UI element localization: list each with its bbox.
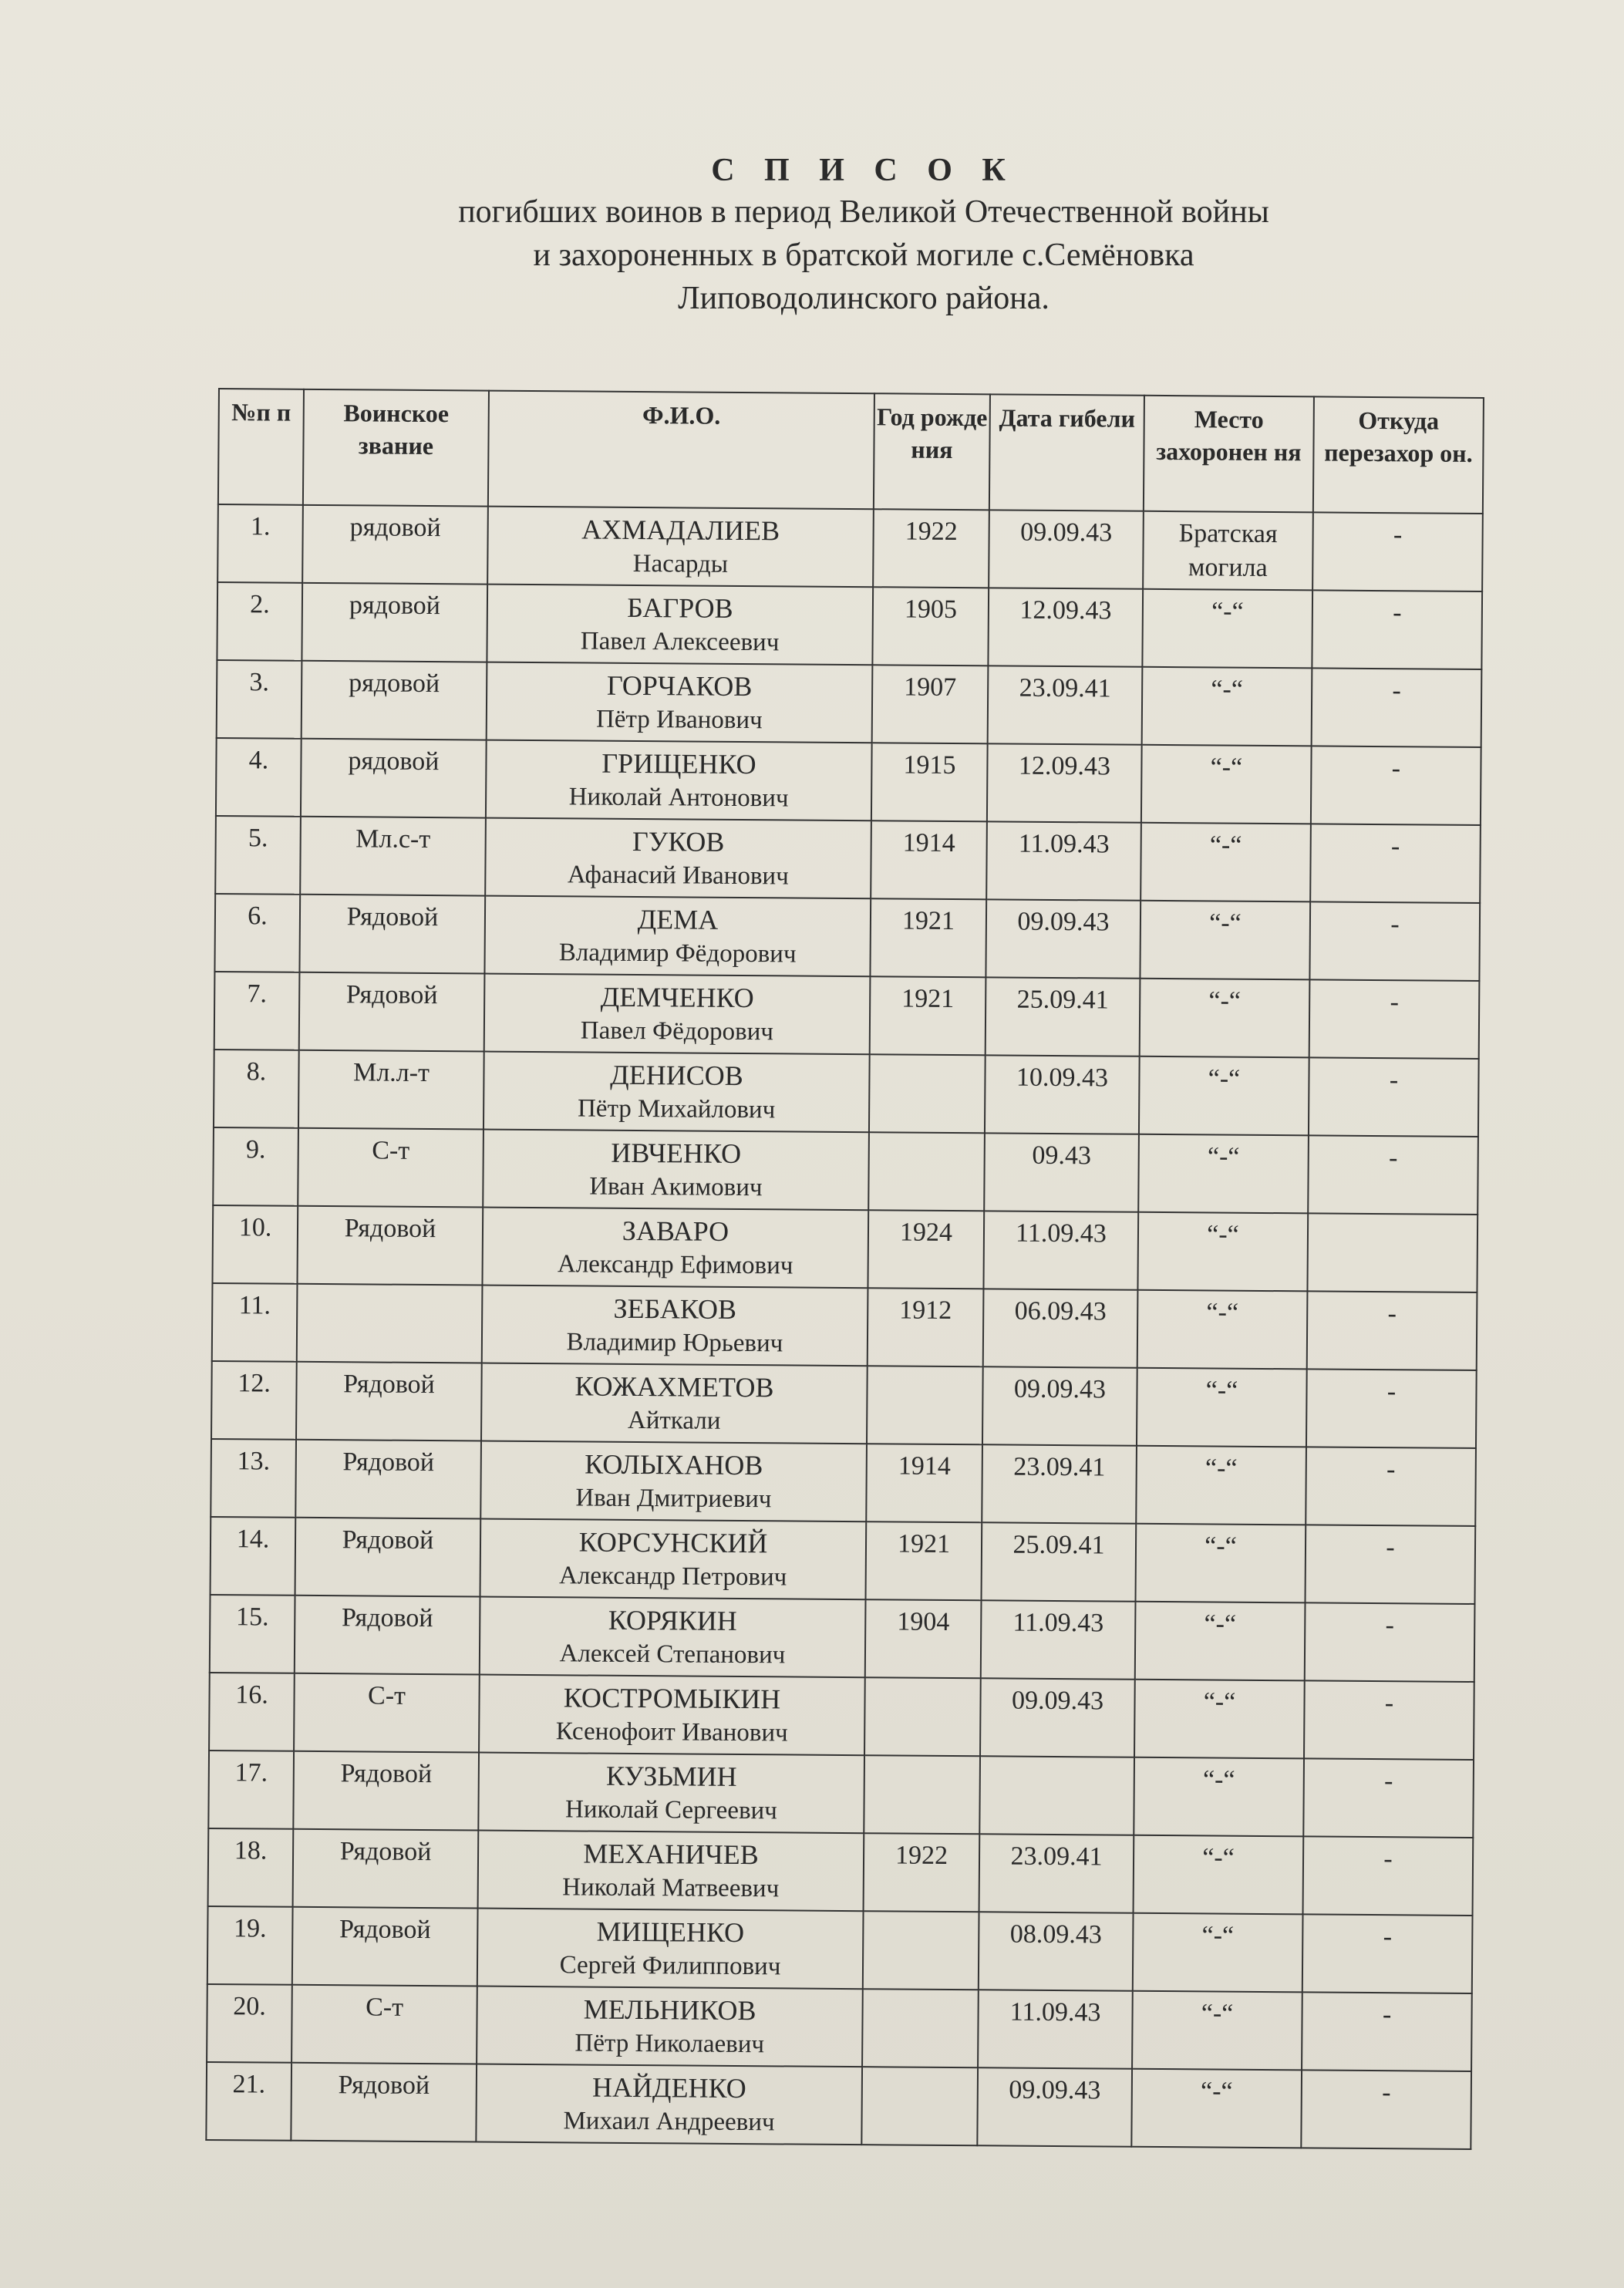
table-row — [208, 1751, 1474, 1838]
cell-rank: С-т — [298, 1128, 483, 1208]
given-names: Пётр Иванович — [595, 705, 763, 735]
cell-rank: Рядовой — [293, 1829, 479, 1909]
cell-rank: Рядовой — [296, 1362, 482, 1441]
cell-number: 1. — [217, 504, 303, 583]
cell-birth-year — [864, 1755, 980, 1834]
cell-number: 6. — [214, 894, 300, 972]
cell-burial-place: Братская могила — [1143, 511, 1313, 591]
table-row — [217, 660, 1482, 747]
cell-birth-year: 1915 — [871, 743, 988, 821]
cell-name — [482, 1208, 868, 1289]
cell-number: 17. — [208, 1751, 294, 1829]
cell-number: 15. — [210, 1595, 295, 1673]
table-row — [211, 1517, 1476, 1604]
cell-birth-year — [868, 1132, 985, 1211]
cell-birth-year — [864, 1677, 981, 1756]
header-birth-year: Год рожде ния — [874, 393, 990, 510]
cell-birth-year: 1921 — [870, 898, 986, 977]
cell-death-date: 11.09.43 — [978, 1990, 1133, 2068]
cell-rank: рядовой — [302, 583, 487, 662]
cell-death-date: 09.09.43 — [986, 899, 1141, 978]
cell-name — [484, 974, 871, 1055]
cell-burial-place: “-“ — [1138, 1134, 1309, 1214]
cell-name — [477, 1909, 864, 1990]
cell-number: 19. — [207, 1906, 293, 1985]
cell-death-date: 09.09.43 — [980, 1678, 1135, 1757]
cell-death-date: 09.09.43 — [989, 510, 1144, 588]
cell-birth-year: 1922 — [873, 509, 989, 588]
cell-reburied-from: - — [1312, 668, 1482, 747]
cell-number: 20. — [207, 1984, 292, 2063]
surname: ГОРЧАКОВ — [606, 669, 753, 703]
document-heading — [293, 150, 1434, 320]
cell-birth-year: 1922 — [864, 1833, 980, 1912]
table-header-row — [218, 389, 1484, 514]
cell-birth-year — [867, 1366, 983, 1444]
cell-burial-place: “-“ — [1142, 589, 1312, 669]
cell-rank: Рядовой — [295, 1596, 480, 1675]
surname: МЕЛЬНИКОВ — [583, 1993, 756, 2027]
given-names: Насарды — [632, 549, 729, 578]
table-row — [212, 1205, 1477, 1292]
table-row — [209, 1673, 1474, 1760]
surname: КОЖАХМЕТОВ — [574, 1370, 774, 1403]
surname: КОРСУНСКИЙ — [578, 1526, 768, 1559]
cell-burial-place: “-“ — [1141, 745, 1312, 824]
given-names: Айткали — [627, 1406, 721, 1435]
cell-birth-year — [863, 1911, 979, 1990]
surname: ДЕМА — [637, 904, 719, 935]
cell-name — [476, 2064, 862, 2145]
cell-rank: рядовой — [302, 661, 487, 740]
casualty-table — [205, 388, 1484, 2150]
surname: ДЕМЧЕНКО — [600, 981, 754, 1014]
cell-name — [480, 1597, 866, 1678]
header-burial-place: Место захоронен ня — [1144, 396, 1314, 513]
cell-burial-place: “-“ — [1135, 1524, 1306, 1603]
subtitle-line: Липоводолинского района. — [678, 281, 1050, 316]
cell-rank: Мл.с-т — [300, 817, 486, 896]
table-row — [217, 504, 1483, 591]
cell-death-date: 11.09.43 — [983, 1211, 1138, 1289]
given-names: Ксенофоит Иванович — [555, 1717, 788, 1747]
cell-death-date: 23.09.41 — [979, 1834, 1134, 1912]
surname: ДЕНИСОВ — [610, 1059, 743, 1092]
cell-reburied-from: - — [1305, 1602, 1475, 1682]
cell-rank: Рядовой — [291, 2063, 477, 2142]
given-names: Афанасий Иванович — [567, 861, 789, 891]
cell-name — [483, 1130, 869, 1211]
cell-name — [478, 1753, 864, 1834]
cell-death-date — [979, 1756, 1134, 1835]
cell-birth-year: 1904 — [865, 1599, 982, 1678]
given-names: Николай Сергеевич — [564, 1795, 777, 1825]
cell-burial-place: “-“ — [1141, 823, 1311, 902]
cell-name — [485, 818, 871, 899]
table-row — [217, 582, 1482, 669]
cell-name — [486, 740, 872, 821]
given-names: Павел Фёдорович — [580, 1016, 774, 1046]
given-names: Михаил Андреевич — [563, 2107, 775, 2137]
cell-name — [477, 1986, 863, 2067]
cell-death-date: 08.09.43 — [979, 1912, 1134, 1990]
cell-reburied-from: - — [1302, 1992, 1472, 2071]
cell-number: 2. — [217, 582, 302, 661]
cell-reburied-from: - — [1309, 979, 1480, 1059]
cell-rank: С-т — [291, 1985, 477, 2064]
cell-burial-place: “-“ — [1142, 667, 1312, 746]
cell-name — [487, 585, 873, 666]
cell-rank: Рядовой — [292, 1907, 478, 1986]
cell-burial-place: “-“ — [1137, 1212, 1308, 1292]
table-row — [214, 894, 1480, 981]
cell-birth-year — [861, 2067, 978, 2145]
cell-death-date: 10.09.43 — [985, 1055, 1140, 1134]
surname: КОЛЫХАНОВ — [585, 1448, 763, 1481]
table-row — [214, 1050, 1479, 1137]
cell-death-date: 12.09.43 — [987, 743, 1142, 822]
cell-reburied-from — [1307, 1213, 1477, 1292]
given-names: Александр Петрович — [558, 1562, 787, 1592]
given-names: Пётр Михайлович — [577, 1094, 776, 1124]
cell-name — [482, 1286, 868, 1366]
cell-number: 3. — [217, 660, 302, 739]
document-title: С П И С О К — [711, 153, 1016, 188]
surname: КОСТРОМЫКИН — [563, 1682, 781, 1715]
given-names: Николай Матвеевич — [562, 1873, 780, 1903]
given-names: Николай Антонович — [568, 783, 789, 813]
cell-rank: Рядовой — [295, 1440, 481, 1519]
table-row — [210, 1595, 1475, 1682]
cell-death-date: 06.09.43 — [983, 1289, 1138, 1367]
cell-reburied-from: - — [1303, 1836, 1474, 1916]
given-names: Владимир Фёдорович — [558, 938, 797, 969]
cell-reburied-from: - — [1312, 512, 1483, 591]
given-names: Иван Дмитриевич — [575, 1484, 772, 1514]
cell-birth-year: 1914 — [871, 821, 987, 899]
cell-death-date: 09.43 — [984, 1133, 1139, 1211]
cell-name — [484, 896, 871, 977]
cell-rank: С-т — [294, 1673, 480, 1753]
cell-number: 7. — [214, 972, 300, 1050]
cell-burial-place: “-“ — [1137, 1368, 1307, 1447]
given-names: Александр Ефимович — [557, 1250, 793, 1280]
cell-number: 12. — [211, 1361, 297, 1440]
cell-death-date: 23.09.41 — [982, 1444, 1137, 1523]
cell-rank: рядовой — [301, 739, 487, 818]
table-row — [211, 1439, 1476, 1526]
cell-death-date: 11.09.43 — [981, 1600, 1136, 1679]
cell-birth-year — [862, 1989, 979, 2067]
cell-burial-place: “-“ — [1139, 1056, 1309, 1136]
cell-reburied-from: - — [1309, 901, 1480, 981]
surname: КУЗЬМИН — [605, 1760, 737, 1792]
cell-rank: Рядовой — [293, 1751, 479, 1831]
surname: НАЙДЕНКО — [591, 2071, 746, 2104]
cell-reburied-from: - — [1309, 1057, 1479, 1137]
cell-reburied-from: - — [1307, 1291, 1477, 1370]
cell-number: 18. — [208, 1828, 294, 1907]
cell-rank: рядовой — [302, 505, 488, 585]
cell-birth-year: 1907 — [872, 665, 989, 743]
cell-burial-place: “-“ — [1134, 1835, 1304, 1915]
cell-number: 8. — [214, 1050, 299, 1128]
cell-rank: Рядовой — [299, 895, 485, 974]
cell-birth-year: 1912 — [868, 1288, 984, 1366]
header-reburied-from: Откуда перезахор он. — [1313, 396, 1484, 514]
table-row — [216, 738, 1481, 825]
cell-burial-place: “-“ — [1133, 1913, 1303, 1993]
surname: ЗАВАРО — [622, 1215, 729, 1247]
cell-name — [479, 1675, 865, 1756]
cell-name — [480, 1441, 867, 1522]
given-names: Сергей Филиппович — [559, 1951, 781, 1981]
subtitle-line: погибших воинов в период Великой Отечественной войны — [458, 194, 1269, 230]
given-names: Алексей Степанович — [559, 1639, 786, 1670]
cell-birth-year: 1924 — [868, 1210, 984, 1289]
cell-burial-place: “-“ — [1134, 1757, 1304, 1837]
cell-birth-year: 1905 — [872, 587, 989, 666]
header-death-date: Дата гибели — [989, 394, 1144, 511]
cell-number: 5. — [215, 816, 301, 895]
cell-reburied-from: - — [1311, 746, 1481, 825]
cell-number: 11. — [212, 1283, 298, 1362]
cell-name — [478, 1831, 864, 1912]
table-row — [208, 1828, 1474, 1916]
cell-burial-place: “-“ — [1132, 1991, 1302, 2071]
table-body — [206, 504, 1483, 2149]
table-row — [214, 972, 1480, 1059]
cell-number: 10. — [212, 1205, 298, 1284]
surname: ЗЕБАКОВ — [613, 1292, 737, 1325]
header-name: Ф.И.О. — [488, 391, 874, 510]
cell-burial-place: “-“ — [1136, 1446, 1306, 1525]
cell-death-date: 23.09.41 — [988, 666, 1143, 744]
cell-reburied-from: - — [1304, 1680, 1474, 1760]
cell-birth-year: 1914 — [866, 1444, 982, 1522]
surname: ИВЧЕНКО — [611, 1137, 742, 1169]
surname: ГРИЩЕНКО — [601, 747, 756, 780]
given-names: Владимир Юрьевич — [566, 1328, 783, 1358]
surname: МИЩЕНКО — [596, 1916, 745, 1949]
cell-reburied-from: - — [1306, 1447, 1476, 1526]
cell-rank: Рядовой — [299, 972, 485, 1052]
cell-number: 9. — [213, 1127, 298, 1206]
subtitle-line: и захороненных в братской могиле с.Семёновка — [533, 238, 1194, 273]
cell-name — [487, 662, 873, 743]
surname: ГУКОВ — [632, 825, 725, 858]
surname: МЕХАНИЧЕВ — [583, 1838, 759, 1871]
table-row — [212, 1283, 1477, 1370]
cell-birth-year: 1921 — [870, 976, 986, 1055]
table-row — [213, 1127, 1478, 1215]
given-names: Иван Акимович — [589, 1172, 763, 1202]
cell-number: 13. — [211, 1439, 296, 1518]
cell-reburied-from: - — [1303, 1758, 1474, 1838]
given-names: Пётр Николаевич — [574, 2029, 765, 2059]
cell-number: 16. — [209, 1673, 295, 1751]
cell-rank — [297, 1284, 483, 1363]
given-names: Павел Алексеевич — [580, 627, 780, 657]
cell-number: 4. — [216, 738, 302, 817]
surname: БАГРОВ — [627, 591, 733, 624]
cell-birth-year: 1921 — [866, 1521, 982, 1600]
cell-burial-place: “-“ — [1140, 979, 1310, 1058]
cell-birth-year — [869, 1054, 986, 1133]
header-rank: Воинское звание — [303, 389, 489, 507]
header-num: №п п — [218, 389, 304, 505]
cell-death-date: 25.09.41 — [982, 1522, 1137, 1601]
cell-burial-place: “-“ — [1134, 1680, 1305, 1759]
cell-name — [480, 1519, 867, 1600]
table-row — [215, 816, 1481, 903]
cell-death-date: 25.09.41 — [986, 977, 1141, 1056]
surname: АХМАДАЛИЕВ — [581, 514, 780, 547]
table-row — [211, 1361, 1477, 1448]
cell-number: 21. — [206, 2062, 291, 2141]
cell-death-date: 09.09.43 — [977, 2067, 1132, 2146]
cell-rank: Рядовой — [297, 1206, 483, 1286]
cell-reburied-from: - — [1308, 1135, 1478, 1215]
cell-death-date: 12.09.43 — [988, 588, 1143, 666]
cell-name — [483, 1052, 870, 1133]
table-row — [207, 1984, 1472, 2071]
table-row — [207, 1906, 1473, 1993]
cell-reburied-from: - — [1305, 1525, 1475, 1604]
cell-reburied-from: - — [1301, 2070, 1471, 2149]
cell-name — [487, 507, 874, 588]
cell-rank: Мл.л-т — [298, 1050, 484, 1130]
cell-rank: Рядовой — [295, 1518, 481, 1597]
cell-number: 14. — [211, 1517, 296, 1596]
cell-burial-place: “-“ — [1131, 2069, 1302, 2148]
cell-burial-place: “-“ — [1135, 1602, 1306, 1681]
cell-burial-place: “-“ — [1140, 901, 1310, 980]
cell-reburied-from: - — [1302, 1914, 1473, 1993]
cell-death-date: 09.09.43 — [982, 1366, 1137, 1445]
cell-burial-place: “-“ — [1137, 1290, 1308, 1370]
cell-death-date: 11.09.43 — [986, 821, 1141, 900]
cell-reburied-from: - — [1310, 824, 1481, 903]
table-row — [206, 2062, 1471, 2149]
cell-reburied-from: - — [1306, 1369, 1477, 1448]
cell-reburied-from: - — [1312, 590, 1482, 669]
cell-name — [481, 1363, 868, 1444]
surname: КОРЯКИН — [608, 1604, 737, 1636]
